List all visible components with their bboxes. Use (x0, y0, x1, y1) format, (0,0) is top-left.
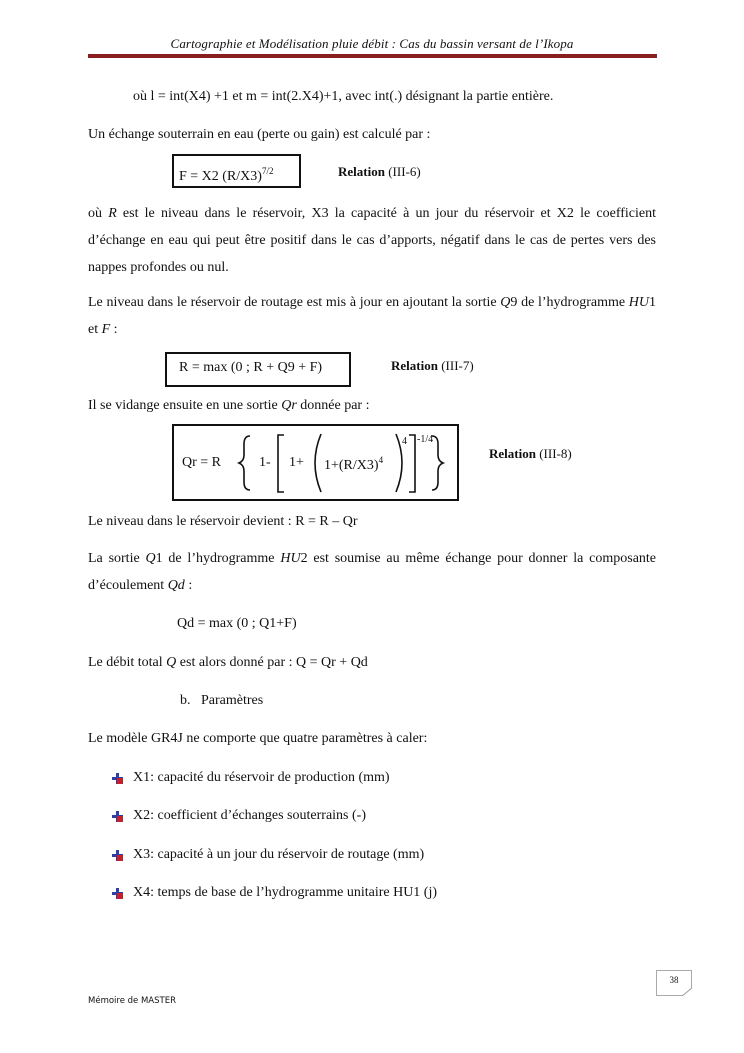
text-run-italic: R (108, 206, 117, 221)
text-run-italic: Q (166, 655, 177, 670)
relation-label-iii6 (338, 164, 421, 180)
relation-word: Relation (338, 164, 385, 179)
formula-r-text: R = max (0 ; R + Q9 + F) (179, 360, 323, 375)
text-run: Il se vidange ensuite en une sortie (88, 398, 282, 413)
text-run: où (88, 206, 109, 221)
formula-qr-lhs: Qr = R (182, 455, 222, 470)
page-number: 38 (669, 975, 679, 985)
running-header-title: Cartographie et Modélisation pluie débit : Cas du bassin versant de l’Ikopa (170, 36, 574, 51)
formula-qr-one-minus: 1- (259, 455, 271, 470)
formula-qd: Qd = max (0 ; Q1+F) (177, 616, 297, 631)
paragraph-debit-total (88, 655, 368, 671)
paragraph-vidange (88, 398, 369, 414)
text-run: La sortie (88, 551, 146, 566)
text-run-italic: Q (145, 551, 156, 566)
text-run: 9 de l’hydrogramme (510, 295, 629, 310)
text-run: Le débit total (88, 655, 167, 670)
formula-qr-inner-exponent: 4 (378, 455, 384, 465)
header-rule (88, 54, 657, 58)
param-text: X3: capacité à un jour du réservoir de routage (mm) (133, 847, 425, 862)
formula-qr-brackets (174, 426, 457, 499)
text-run-italic: HU (628, 295, 650, 310)
definition-int-line: où l = int(X4) +1 et m = int(2.X4)+1, avec int(.) désignant la partie entière. (133, 89, 554, 104)
formula-qr-one-plus: 1+ (289, 455, 304, 470)
text-run: est le niveau dans le réservoir, X3 la capacité à un jour du réservoir et X2 le coefficient d’échange en eau qui peut être positif dans le cas d’apports, négatif dans le cas de pertes vers des nappes profondes ou nul. (88, 206, 656, 275)
formula-f-main: F = X2 (R/X3) (179, 169, 262, 184)
text-run-italic: Qr (281, 398, 297, 413)
formula-qr-inner (324, 455, 383, 474)
param-text: X1: capacité du réservoir de production (mm) (133, 770, 390, 785)
line-niveau-devient: Le niveau dans le réservoir devient : R = R – Qr (88, 514, 358, 529)
param-text: X2: coefficient d’échanges souterrains (-) (133, 808, 366, 823)
text-run-italic: Qd (167, 578, 185, 593)
text-run: 1 et (88, 295, 657, 337)
text-run: : (110, 322, 118, 337)
text-run: Le niveau dans le réservoir de routage est mis à jour en ajoutant la sortie (88, 295, 501, 310)
paragraph-niveau (88, 289, 656, 343)
bullet-icon (112, 811, 123, 822)
formula-box-r (165, 352, 351, 387)
page-fold-icon (682, 988, 692, 996)
relation-number: (III-7) (441, 358, 474, 373)
text-run: donnée par : (296, 398, 370, 413)
param-text: X4: temps de base de l’hydrogramme unitaire HU1 (j) (133, 885, 438, 900)
bullet-icon (112, 850, 123, 861)
formula-f-text (179, 166, 273, 185)
relation-number: (III-6) (388, 164, 421, 179)
text-run-italic: Q (500, 295, 511, 310)
paragraph-echange: Un échange souterrain en eau (perte ou gain) est calculé par : (88, 127, 431, 142)
formula-box-f (172, 154, 301, 188)
bullet-icon (112, 773, 123, 784)
text-run-italic: F (101, 322, 111, 337)
formula-qr-inner-text: 1+(R/X3) (324, 458, 379, 473)
paragraph-gr4j: Le modèle GR4J ne comporte que quatre paramètres à caler: (88, 731, 428, 746)
page-number-box (656, 970, 692, 996)
text-run: est alors donné par : Q = Qr + Qd (176, 655, 368, 670)
formula-box-qr (172, 424, 459, 501)
formula-qr-root-exponent: -1/4 (417, 434, 434, 445)
formula-qr-outer-exponent: 4 (402, 436, 407, 447)
text-run: 2 est soumise au même échange pour donner la composante d’écoulement (88, 551, 657, 593)
bullet-icon (112, 888, 123, 899)
footer-label: Mémoire de MASTER (88, 996, 176, 1006)
text-run-italic: HU (280, 551, 301, 566)
text-run: : (184, 578, 193, 593)
relation-label-iii8 (489, 446, 572, 462)
relation-word: Relation (391, 358, 438, 373)
text-run: 1 de l’hydrogramme (155, 551, 281, 566)
paragraph-ou-r (88, 200, 656, 281)
relation-label-iii7 (391, 358, 474, 374)
paragraph-sortie (88, 545, 656, 599)
section-heading-parametres: b. Paramètres (180, 693, 264, 708)
relation-word: Relation (489, 446, 536, 461)
formula-f-exponent: 7/2 (261, 166, 274, 176)
relation-number: (III-8) (539, 446, 572, 461)
